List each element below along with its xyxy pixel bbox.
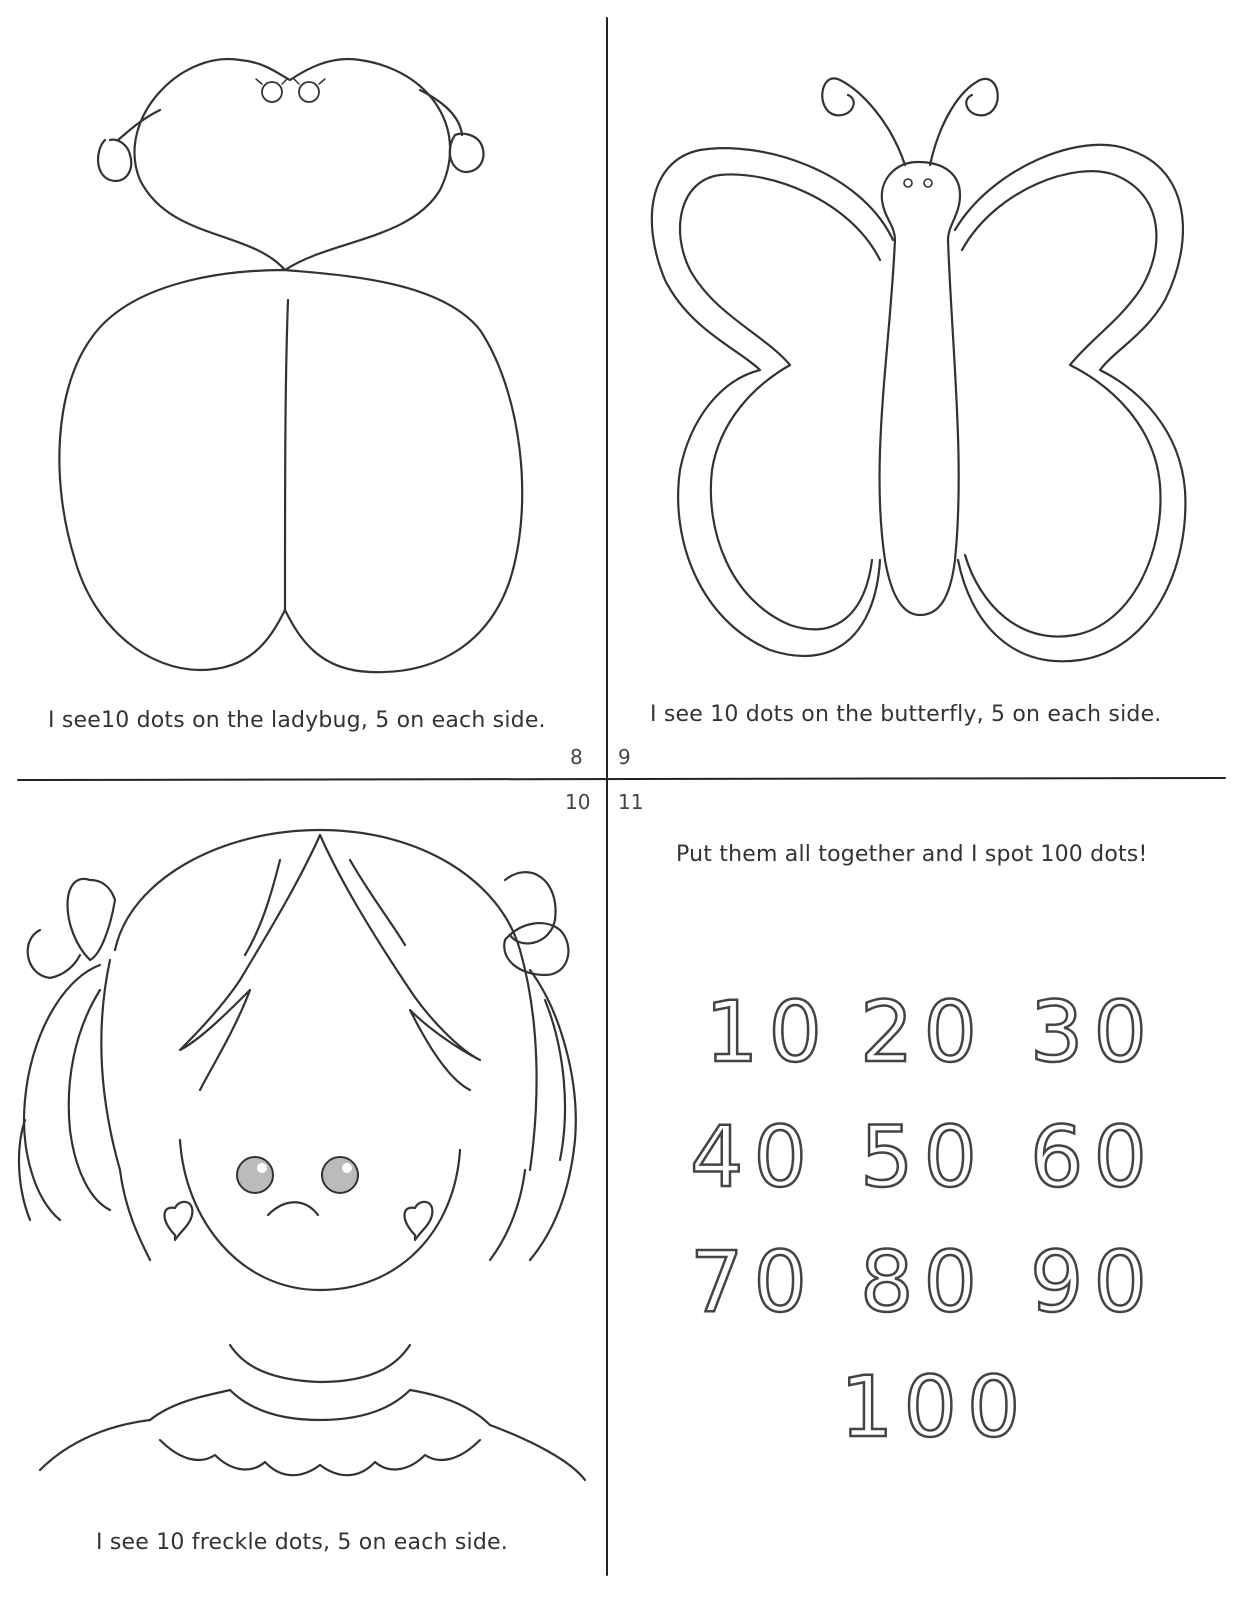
trace-number: 70 xyxy=(690,1233,817,1331)
trace-numbers-grid xyxy=(690,975,1170,1475)
horizontal-divider xyxy=(18,778,1225,780)
girl-drawing xyxy=(19,830,585,1480)
trace-number: 30 xyxy=(1030,983,1157,1081)
page-number-counting: 11 xyxy=(618,790,644,814)
butterfly-drawing xyxy=(652,78,1186,661)
trace-number: 100 xyxy=(840,1358,1031,1456)
trace-number: 40 xyxy=(690,1108,817,1206)
page-number-ladybug: 8 xyxy=(570,745,583,769)
trace-number: 90 xyxy=(1030,1233,1157,1331)
trace-number: 10 xyxy=(705,983,832,1081)
trace-number: 20 xyxy=(860,983,987,1081)
trace-number: 60 xyxy=(1030,1108,1157,1206)
trace-number: 50 xyxy=(860,1108,987,1206)
ladybug-drawing xyxy=(59,59,522,672)
page-number-girl: 10 xyxy=(565,790,591,814)
page-number-butterfly: 9 xyxy=(618,745,631,769)
butterfly-caption: I see 10 dots on the butterfly, 5 on each side. xyxy=(650,702,1162,727)
counting-title: Put them all together and I spot 100 dots! xyxy=(676,842,1148,867)
ladybug-caption: I see10 dots on the ladybug, 5 on each side. xyxy=(48,708,546,733)
girl-caption: I see 10 freckle dots, 5 on each side. xyxy=(96,1530,508,1555)
trace-number: 80 xyxy=(860,1233,987,1331)
